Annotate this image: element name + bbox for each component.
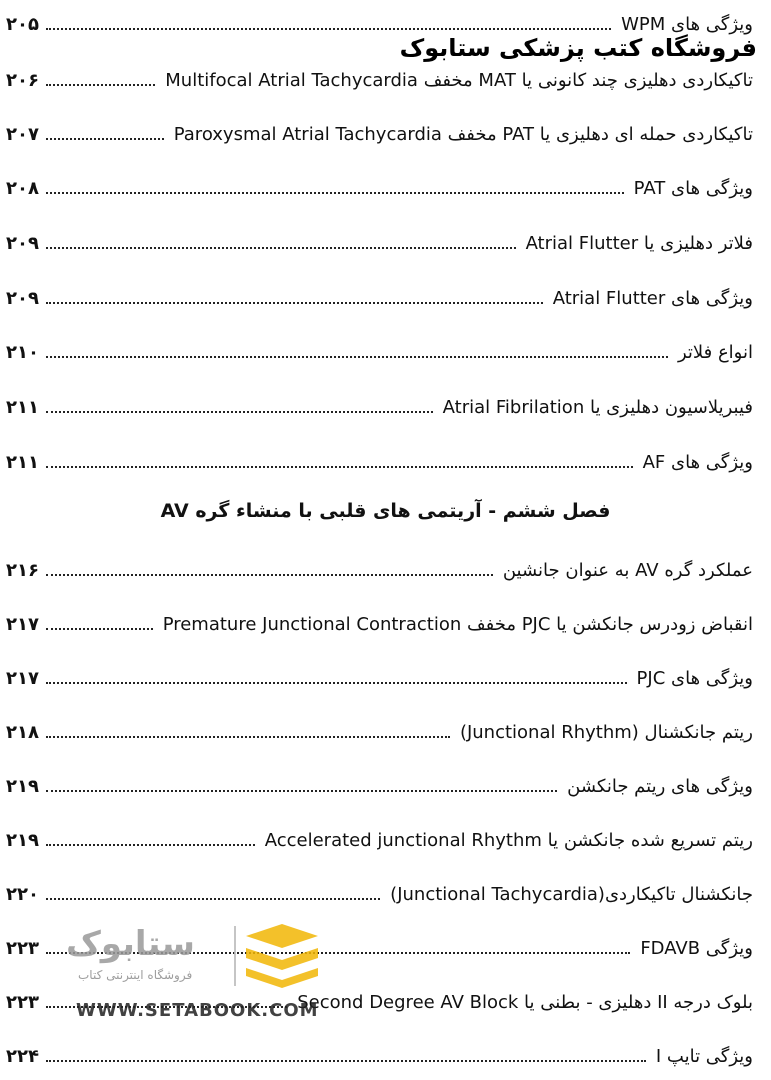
dot-leader [46,573,493,576]
watermark-brand: ستابوک [66,924,195,964]
entry-title: فیبریلاسیون دهلیزی یا Atrial Fibrilation [442,397,753,418]
entry-title: بلوک درجه II دهلیزی - بطنی یا Second Degree AV Block [297,992,753,1013]
entry-title: ریتم تسریع شده جانکشن یا Accelerated junctional Rhythm [264,830,753,851]
dot-leader [46,465,633,468]
entry-title: تاکیکاردی حمله ای دهلیزی یا PAT مخفف Paroxysmal Atrial Tachycardia [173,124,753,145]
dot-leader [46,246,516,249]
entry-title: ویژگی های PJC [636,668,753,689]
toc-row[interactable] [6,334,753,364]
toc-row[interactable] [6,1038,753,1068]
dot-leader [46,191,624,194]
dot-leader [46,897,380,900]
dot-leader [46,627,153,630]
entry-title: تاکیکاردی دهلیزی چند کانونی یا MAT مخفف Multifocal Atrial Tachycardia [165,70,753,91]
page-number: ۲۱۷ [6,614,39,635]
dot-leader [46,681,627,684]
toc-row[interactable] [6,606,753,636]
toc-row[interactable] [6,62,753,92]
page-number: ۲۲۳ [6,938,39,959]
watermark-divider [234,926,236,986]
entry-title: جانکشنال تاکیکاردی(Junctional Tachycardia) [390,884,753,905]
page-number: ۲۰۶ [6,70,39,91]
page-number: ۲۰۷ [6,124,39,145]
page-number: ۲۱۰ [6,342,39,363]
toc-row[interactable] [6,876,753,906]
dot-leader [46,735,450,738]
chapter-heading: فصل ششم - آریتمی های قلبی با منشاء گره AV [160,500,611,522]
toc-row[interactable] [6,280,753,310]
entry-title: ویژگی های Atrial Flutter [552,288,753,309]
entry-title: عملکرد گره AV به عنوان جانشین [502,560,753,581]
toc-row[interactable] [6,660,753,690]
entry-title: ویژگی های PAT [633,178,753,199]
toc-row[interactable] [6,6,753,36]
dot-leader [46,1059,646,1062]
page-number: ۲۲۴ [6,1046,39,1067]
toc-row[interactable] [6,170,753,200]
page-number: ۲۱۱ [6,452,39,473]
page-number: ۲۱۹ [6,776,39,797]
page-number: ۲۰۹ [6,233,39,254]
setabook-watermark [58,918,328,1028]
toc-row[interactable] [6,389,753,419]
setabook-logo-icon [242,922,322,992]
watermark-tagline: فروشگاه اینترنتی کتاب [78,968,193,982]
page-number: ۲۰۸ [6,178,39,199]
entry-title: ویژگی های AF [642,452,753,473]
toc-row[interactable] [6,444,753,474]
page-number: ۲۰۵ [6,14,39,35]
dot-leader [46,410,433,413]
page-number: ۲۱۶ [6,560,39,581]
entry-title: ویژگی های ریتم جانکشن [567,776,753,797]
toc-row[interactable] [6,768,753,798]
dot-leader [46,301,543,304]
entry-title: ویژگی FDAVB [640,938,753,959]
toc-row[interactable] [6,822,753,852]
entry-title: فلاتر دهلیزی یا Atrial Flutter [525,233,753,254]
entry-title: ریتم جانکشنال (Junctional Rhythm) [459,722,753,743]
page-number: ۲۱۷ [6,668,39,689]
toc-row[interactable] [6,116,753,146]
page-number: ۲۱۹ [6,830,39,851]
dot-leader [46,137,164,140]
entry-title: ویژگی های WPM [621,14,753,35]
toc-row[interactable] [6,225,753,255]
toc-row[interactable] [6,714,753,744]
page-number: ۲۰۹ [6,288,39,309]
dot-leader [46,355,668,358]
store-banner: فروشگاه کتب پزشکی ستابوک [399,34,757,62]
dot-leader [46,789,557,792]
page-number: ۲۲۰ [6,884,39,905]
toc-row[interactable] [6,552,753,582]
page-number: ۲۱۸ [6,722,39,743]
watermark-url: WWW.SETABOOK.COM [76,1000,319,1021]
dot-leader [46,843,255,846]
entry-title: انواع فلاتر [677,342,753,363]
entry-title: ویژگی تایپ I [655,1046,753,1067]
entry-title: انقباض زودرس جانکشن یا PJC مخفف Premature Junctional Contraction [162,614,753,635]
page-number: ۲۲۳ [6,992,39,1013]
dot-leader [46,83,155,86]
page-number: ۲۱۱ [6,397,39,418]
dot-leader [46,27,611,30]
